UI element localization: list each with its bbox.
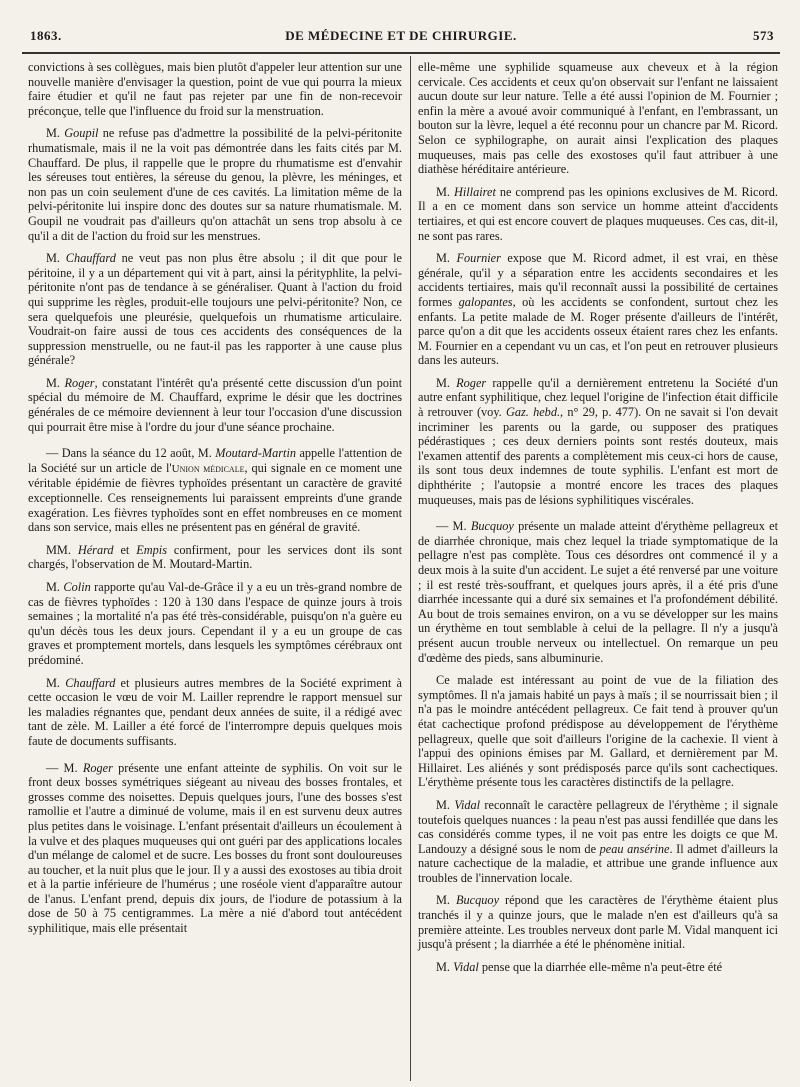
paragraph-text: — M. [46, 760, 83, 775]
paragraph-text: répond que les caractères de l'érythème étaient plus tranchés il y a quinze jours, que le malade n'en est d'ailleurs qu'à sa première atteinte. Les troubles nerveux dont parle M. Vidal manquent ici jusqu'à présent ; la diarrhée a été le phénomène initial. [418, 893, 778, 952]
paragraph-text: rapporte qu'au Val-de-Grâce il y a eu un très-grand nombre de cas de fièvres typhoïdes : 120 à 130 dans l'espace de quinze jours à trois semaines ; la mortalité n'a pas été très-considérable, puisqu'on n'a guère eu qu'un décès tous les deux jours. Cependant il y a eu un groupe de cas graves et promptement mortels, dans lesquels les symptômes cérébraux ont prédominé. [28, 580, 402, 667]
paragraph [418, 798, 778, 886]
paragraph [28, 126, 402, 243]
column-divider [410, 56, 411, 1081]
paragraph-text: et [113, 542, 137, 557]
speaker-name: Vidal [453, 959, 479, 974]
paragraph-text: confirment, pour les services dont ils sont chargés, l'observation de M. Moutard-Martin. [28, 542, 402, 572]
paragraph-text: présente une enfant atteinte de syphilis. On voit sur le front deux bosses symétriques siégeant au niveau des bosses frontales, et grosses comme des noisettes. Depuis quelques jours, l'une des bosses s'est ramollie et l'autre a diminué de volume, mais il en est survenu deux autres plus petites dans le voisinage. L'enfant présentait d'ailleurs un écoulement à la vulve et des plaques muqueuses qui ont guéri par des applications locales d'un mélange de calomel et de sucre. Les bosses du front sont douloureuses au toucher, et la nuit plus que le jour. Il y a aussi des exostoses au tibia droit et à la partie inférieure de l'humérus ; une roséole vient d'apparaître autour de l'anus. L'enfant prend, depuis dix jours, de l'iodure de potassium à la dose de 50 à 75 centigrammes. La mère a nié d'abord tout antécédent syphilitique, mais elle présentait [28, 760, 402, 936]
paragraph [28, 761, 402, 936]
paragraph [418, 60, 778, 177]
header-year: 1863. [30, 28, 62, 43]
header-rule [22, 52, 780, 54]
speaker-name: Roger [456, 375, 487, 390]
speaker-name: Empis [136, 542, 167, 557]
paragraph [418, 893, 778, 951]
header-title: DE MÉDECINE ET DE CHIRURGIE. [285, 28, 517, 43]
paragraph-text: M. [46, 675, 66, 690]
paragraph-text: et plusieurs autres membres de la Société expriment à cette occasion le vœu de voir M. Lailler reprendre le rapport mensuel sur les maladies régnantes que, pendant deux années de suite, il a rédigé avec tant de zèle. M. Lailler a été forcé de l'interrompre depuis quelques mois faute de documents suffisants. [28, 675, 402, 748]
paragraph-text: , n° 29, p. 477). On ne savait si l'on devait incriminer les parents ou la garde, ou supposer des pratiques pédérastiques ; ces deux derniers points sont restés douteux, mais l'examen attentif des parents a complètement mis ceux-ci hors de cause, ils sont tous deux indemnes de toute syphilis. L'enfant est mort de diphthérite ; l'autopsie a montré encore les traces des plaques muqueuses, mais pas de lésions syphilitiques viscérales. [418, 405, 778, 507]
paragraph-text: M. [436, 251, 457, 266]
speaker-name: Hillairet [453, 184, 496, 199]
paragraph-text: M. [436, 184, 454, 199]
paragraph-text: M. [46, 251, 66, 266]
speaker-name: Goupil [64, 126, 99, 141]
paragraph-text: M. [436, 375, 457, 390]
paragraph-text: — Dans la séance du 12 août, M. [46, 446, 216, 461]
paragraph-text: reconnaît le caractère pellagreux de l'érythème ; il signale toutefois quelques nuances : la peau n'est pas aussi fendillée que dans les cas considérés comme types, il ne voit pas entre les doigts ce que M. Landouzy a désigné sous le nom de [418, 797, 778, 856]
paragraph [28, 580, 402, 668]
paragraph-text: ne veut pas non plus être absolu ; il dit que pour le péritoine, il y a un département qui vit à part, ainsi la pérityphlite, la pelvi-péritonite n'ont pas de tendance à se généraliser. Quant à l'action du froid qui supprime les règles, produit-elle toujours une pelvi-péritonite? Non, ce sera quelquefois une pleurésie, quelquefois un rhumatisme articulaire. Voudrait-on faire aussi de tous ces accidents des conséquences de la suppression menstruelle, ou ne faut-il pas les rapporter à une cause plus générale? [28, 251, 402, 368]
paragraph-text: M. [46, 126, 65, 141]
paragraph-text: , qui signale en ce moment une véritable épidémie de fièvres typhoïdes présentant un caractère de gravité exceptionnelle. Ces renseignements lui paraissent empreints d'une grande exagération. Les fièvres typhoïdes sont en effet nombreuses en ce moment dans son service, mais elles ne présentent pas en général de gravité. [28, 460, 402, 535]
speaker-name: Bucquoy [456, 893, 500, 908]
paragraph [28, 60, 402, 118]
paragraph-text: présente un malade atteint d'érythème pellagreux et de diarrhée chronique, mais chez lequel la triade symptomatique de la pellagre n'est pas complète. Tous ces désordres ont commencé il y a deux mois à la suite d'un accident. Le sujet a été renversé par une voiture ; il est resté très-souffrant, et quelques jours après, il a été pris d'une diarrhée incessante qui a duré six semaines et l'a profondément débilité. Au bout de trois semaines environ, on a vu se développer sur les mains un érythème en tout semblable à celui de la pellagre. Il n'y a jusqu'à présent aucun trouble nerveux ou intellectuel. On remarque un peu d'œdème des pieds, sans albuminurie. [418, 519, 778, 665]
speaker-name: Chauffard [65, 251, 116, 266]
paragraph [28, 446, 402, 535]
paragraph-text: ne refuse pas d'admettre la possibilité de la pelvi-péritonite rhumatismale, mais il ne la voit pas démontrée dans les faits cités par M. Chauffard. De plus, il rappelle que le propre du rhumatisme est d'envahir les séreuses tout entières, la séreuse du genou, la plèvre, les méninges, et non pas un coin seulement d'une de ces cavités. La limitation même de la pelvi-péritonite lui inspire donc des doutes sur sa nature rhumatismale. M. Goupil ne voudrait pas d'ailleurs qu'on attachât un sens trop absolu à ce qu'il a dit de l'action du froid sur les menstrues. [28, 126, 402, 243]
page-header [22, 10, 780, 43]
paragraph-text: M. [436, 797, 455, 812]
left-column [28, 60, 402, 944]
paragraph [28, 543, 402, 572]
paragraph-text: — M. [436, 519, 471, 534]
speaker-name: peau ansérine [599, 841, 670, 856]
speaker-name: Colin [63, 580, 91, 594]
paragraph-text: M. [436, 959, 454, 974]
paragraph [28, 251, 402, 368]
paragraph-text: , où les accidents se confondent, surtout chez les enfants. La petite malade de M. Roger présente d'ailleurs de l'intérêt, parce qu'on a dit que les accidents osseux étaient rares chez les enfants. M. Fournier en a cependant vu un cas, et l'on peut en retrouver plusieurs dans les auteurs. [418, 294, 778, 368]
speaker-name: Fournier [456, 251, 501, 266]
paragraph-text: pense que la diarrhée elle-même n'a peut-être été [478, 959, 723, 974]
speaker-name: Moutard-Martin [215, 446, 297, 461]
paragraph [418, 960, 778, 975]
paragraph-text: Ce malade est intéressant au point de vue de la filiation des symptômes. Il n'a jamais habité un pays à maïs ; il se nourrissait bien ; il n'a pas le moindre antécédent pellagreux. Ce fait tend à prouver qu'un état cachectique profond prédispose au développement de l'érythème pellagreux, quelle que soit d'ailleurs l'origine de la cachexie. Il vient à l'appui des opinions émises par M. Gallard, et dernièrement par M. Hillairet. Les aliénés y sont prédisposés parce qu'ils sont cachectiques. L'érythème présente tous les caractères distinctifs de la pellagre. [418, 673, 778, 790]
speaker-name: Chauffard [65, 675, 116, 690]
speaker-name: Bucquoy [470, 519, 514, 534]
paragraph [418, 519, 778, 665]
page-number: 573 [753, 28, 774, 43]
paragraph [418, 251, 778, 368]
paragraph-text: . Il admet d'ailleurs la nature cachectique de la maladie, et attribue une grande influence aux troubles de l'innervation locale. [418, 841, 778, 885]
speaker-name: Gaz. hebd. [505, 405, 561, 420]
paragraph [418, 673, 778, 790]
paragraph-text: M. [436, 893, 457, 908]
speaker-name: galopantes [458, 294, 513, 309]
paragraph-text: elle-même une syphilide squameuse aux cheveux et à la région cervicale. Ces accidents et ceux qu'on observait sur l'enfant ne laissaient aucun doute sur leur nature. Telle a été aussi l'opinion de M. Fournier ; enfin la mère a avoué avoir communiqué à l'enfant, en l'embrassant, un bouton sur la lèvre, lequel a été reconnu pour un chancre par M. Ricord. Selon ce syphilographe, on aurait ainsi l'explication des plaques muqueuses, mais pas celle des exostoses qu'il faut attribuer à une diathèse héréditaire antérieure. [418, 60, 778, 177]
paragraph-text: MM. [46, 542, 78, 557]
paragraph-text: ne comprend pas les opinions exclusives de M. Ricord. Il a en ce moment dans son service un homme atteint d'accidents tertiaires, et qui est encore couvert de plaques muqueuses. Ces cas, dit-il, ne sont pas rares. [418, 184, 778, 243]
paragraph [28, 676, 402, 749]
paragraph-text: expose que M. Ricord admet, il est vrai, en thèse générale, qu'il y a séparation entre les accidents secondaires et les accidents tertiaires, mais qu'il reconnaît aussi la possibilité de certaines formes [418, 251, 778, 309]
speaker-name: Hérard [77, 542, 114, 557]
paragraph [28, 376, 402, 434]
speaker-name: Roger [82, 760, 113, 775]
paragraph-text: convictions à ses collègues, mais bien plutôt d'appeler leur attention sur une nouvelle manière d'envisager la question, point de vue qui pourra la mieux faire étudier et qu'il ne faut pas rejeter par une fin de non-recevoir préconçue, telle que l'influence du froid sur la menstruation. [28, 60, 402, 118]
paragraph-text: appelle l'attention de la Société sur un article de l' [28, 446, 402, 475]
paragraph-text: M. [46, 375, 65, 390]
speaker-name: Vidal [454, 797, 481, 812]
paragraph-text: M. [46, 580, 64, 594]
journal-name: Union médicale [171, 462, 245, 475]
paragraph-text: , constatant l'intérêt qu'a présenté cette discussion d'un point spécial du mémoire de M. Chauffard, exprime le désir que les doctrines générales de ce mémoire deviennent à leur tour l'occasion d'une discussion qui pourrait être mise à l'ordre du jour d'une séance prochaine. [28, 375, 402, 434]
paragraph-text: rappelle qu'il a dernièrement entretenu la Société d'un autre enfant syphilitique, chez lequel l'origine de l'infection était difficile à retrouver (voy. [418, 375, 778, 420]
right-column [418, 60, 778, 982]
paragraph [418, 185, 778, 243]
paragraph [418, 376, 778, 507]
speaker-name: Roger [64, 375, 95, 390]
